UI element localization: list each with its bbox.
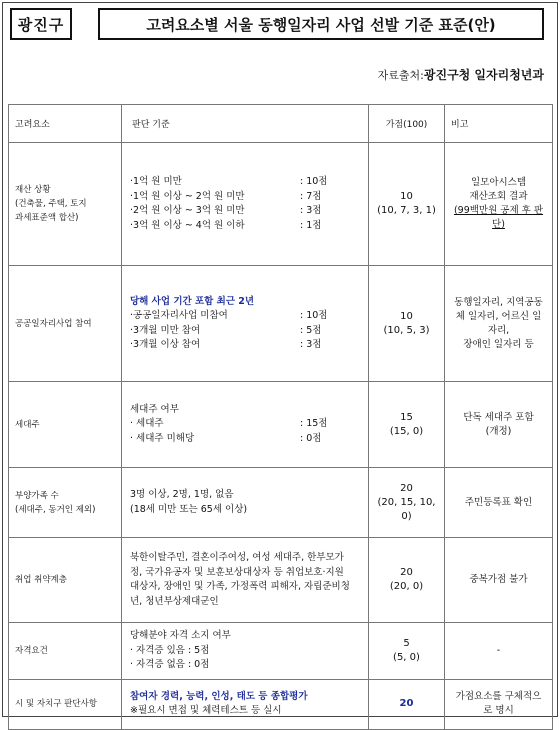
table-row	[9, 623, 553, 680]
factor-line: (세대주, 동거인 제외)	[15, 504, 96, 515]
criteria-text: ·공공일자리사업 미참여	[130, 310, 228, 321]
criteria-line: 대상자, 장애인 및 가족, 가정폭력 피해자, 자립준비청	[130, 581, 350, 592]
note-line: 단독 세대주 포함	[463, 411, 534, 423]
criteria-text: ·3개월 미만 참여	[130, 324, 201, 336]
factor-cell	[9, 468, 122, 538]
note-line: 장애인 일자리 등	[463, 338, 534, 350]
score-breakdown: (20, 15, 10,	[377, 496, 436, 508]
note-cell	[445, 382, 553, 468]
note-cell: -	[445, 623, 553, 680]
table-row	[9, 679, 553, 729]
criteria-line	[130, 309, 360, 324]
score-value: 5	[403, 637, 410, 649]
factor-cell: 자격요건	[9, 623, 122, 680]
note-cell	[445, 143, 553, 266]
criteria-text: ·3개월 이상 참여	[130, 339, 201, 350]
factor-cell: 공공일자리사업 참여	[9, 266, 122, 382]
criteria-points: : 5점	[300, 324, 322, 336]
criteria-line	[130, 219, 360, 234]
note-line: (99백만원 공제 후 판	[453, 205, 544, 216]
criteria-line: · 자격증 없음 : 0점	[130, 659, 210, 670]
score-cell	[369, 382, 445, 468]
criteria-line: 년, 청년부상제대군인	[130, 595, 219, 607]
note-cell	[445, 679, 553, 729]
note-line: 단)	[492, 219, 505, 230]
score-cell	[369, 143, 445, 266]
table-row	[9, 538, 553, 623]
table-row	[9, 468, 553, 538]
note-line: 일모아시스템	[470, 177, 527, 188]
criteria-points: : 3점	[300, 339, 322, 350]
factor-line: 부양가족 수	[15, 490, 59, 501]
criteria-line: 참여자 경력, 능력, 인성, 태도 등 종합평가	[130, 690, 308, 702]
criteria-line: (18세 미만 또는 65세 이상)	[130, 503, 248, 515]
criteria-text: · 세대주	[130, 418, 164, 430]
score-breakdown: (20, 0)	[389, 581, 424, 592]
score-cell	[369, 623, 445, 680]
score-breakdown: (15, 0)	[389, 425, 424, 437]
criteria-points: : 7점	[300, 190, 322, 202]
org-label: 광진구	[10, 8, 72, 40]
header-note: 비고	[445, 105, 553, 143]
criteria-text: · 세대주 미해당	[130, 432, 195, 444]
score-breakdown: (5, 0)	[393, 651, 420, 663]
criteria-line	[130, 338, 360, 353]
criteria-line	[130, 190, 360, 205]
factor-cell: 취업 취약계층	[9, 538, 122, 623]
note-line: 체 일자리, 어르신 일	[455, 310, 542, 322]
criteria-line	[130, 204, 360, 219]
header-criteria: 판단 기준	[122, 105, 369, 143]
note-line: 로 명시	[483, 705, 514, 716]
criteria-line: 3명 이상, 2명, 1명, 없음	[130, 489, 234, 500]
score-value: 10	[400, 310, 413, 322]
score-cell	[369, 538, 445, 623]
score-cell	[369, 266, 445, 382]
score-breakdown: (10, 7, 3, 1)	[377, 205, 436, 216]
criteria-cell	[122, 679, 369, 729]
criteria-text: ·1억 원 이상 ~ 2억 원 미만	[130, 190, 245, 202]
criteria-points: : 0점	[300, 432, 322, 444]
header-factor: 고려요소	[9, 105, 122, 143]
page-title: 고려요소별 서울 동행일자리 사업 선발 기준 표준(안)	[98, 8, 544, 40]
note-line: (개정)	[485, 425, 512, 437]
note-line: 동행일자리, 지역공동	[454, 296, 543, 308]
score-breakdown: (10, 5, 3)	[383, 324, 430, 336]
criteria-line: ※필요시 면접 및 체력테스트 등 실시	[130, 705, 282, 716]
factor-line: 재산 상황	[15, 185, 51, 195]
table-row	[9, 266, 553, 382]
criteria-line: 북한이탈주민, 결혼이주여성, 여성 세대주, 한부모가	[130, 552, 344, 563]
criteria-cell	[122, 623, 369, 680]
criteria-points: : 10점	[300, 176, 328, 187]
criteria-points: : 15점	[300, 418, 328, 430]
score-value: 10	[400, 191, 413, 202]
table-row	[9, 143, 553, 266]
score-cell	[369, 679, 445, 729]
source-value: 광진구청 일자리청년과	[423, 68, 544, 82]
criteria-text: ·2억 원 이상 ~ 3억 원 미만	[130, 205, 245, 216]
criteria-table	[8, 104, 553, 730]
note-line: 재산조회 결과	[469, 191, 528, 202]
criteria-line	[130, 175, 360, 190]
criteria-cell	[122, 468, 369, 538]
criteria-line	[130, 324, 360, 339]
score-value: 20	[400, 482, 413, 494]
criteria-points: : 3점	[300, 205, 322, 216]
table-row	[9, 382, 553, 468]
factor-cell: 세대주	[9, 382, 122, 468]
table-header-row	[9, 105, 553, 143]
criteria-cell	[122, 143, 369, 266]
factor-cell: 시 및 자치구 판단사항	[9, 679, 122, 729]
score-breakdown: 0)	[401, 510, 412, 522]
factor-line: 과세표준액 합산)	[15, 213, 79, 223]
criteria-points: : 1점	[300, 219, 322, 231]
score-value: 20	[400, 567, 413, 578]
criteria-cell	[122, 266, 369, 382]
factor-cell	[9, 143, 122, 266]
criteria-line: 당해분야 자격 소지 여부	[130, 630, 231, 641]
header-score: 가점(100)	[369, 105, 445, 143]
note-line: 가점요소를 구체적으	[455, 691, 542, 702]
note-cell	[445, 266, 553, 382]
note-cell: 주민등록표 확인	[445, 468, 553, 538]
note-line: 자리,	[487, 324, 510, 336]
score-cell	[369, 468, 445, 538]
score-value: 20	[399, 698, 414, 709]
score-value: 15	[400, 411, 413, 423]
criteria-heading: 세대주 여부	[130, 403, 179, 415]
source-label: 자료출처:	[377, 69, 424, 82]
criteria-line: 정, 국가유공자 및 보훈보상대상자 등 취업보호·지원	[130, 566, 344, 578]
criteria-text: ·3억 원 이상 ~ 4억 원 이하	[130, 219, 245, 231]
source-line	[378, 66, 544, 83]
criteria-line	[130, 417, 360, 432]
criteria-line	[130, 432, 360, 447]
factor-line: (건축물, 주택, 토지	[15, 199, 87, 209]
criteria-heading: 당해 사업 기간 포함 최근 2년	[130, 295, 255, 307]
criteria-line: · 자격증 있음 : 5점	[130, 644, 210, 656]
criteria-cell	[122, 538, 369, 623]
note-cell: 중복가점 불가	[445, 538, 553, 623]
criteria-text: ·1억 원 미만	[130, 176, 182, 187]
criteria-points: : 10점	[300, 310, 328, 321]
criteria-cell	[122, 382, 369, 468]
